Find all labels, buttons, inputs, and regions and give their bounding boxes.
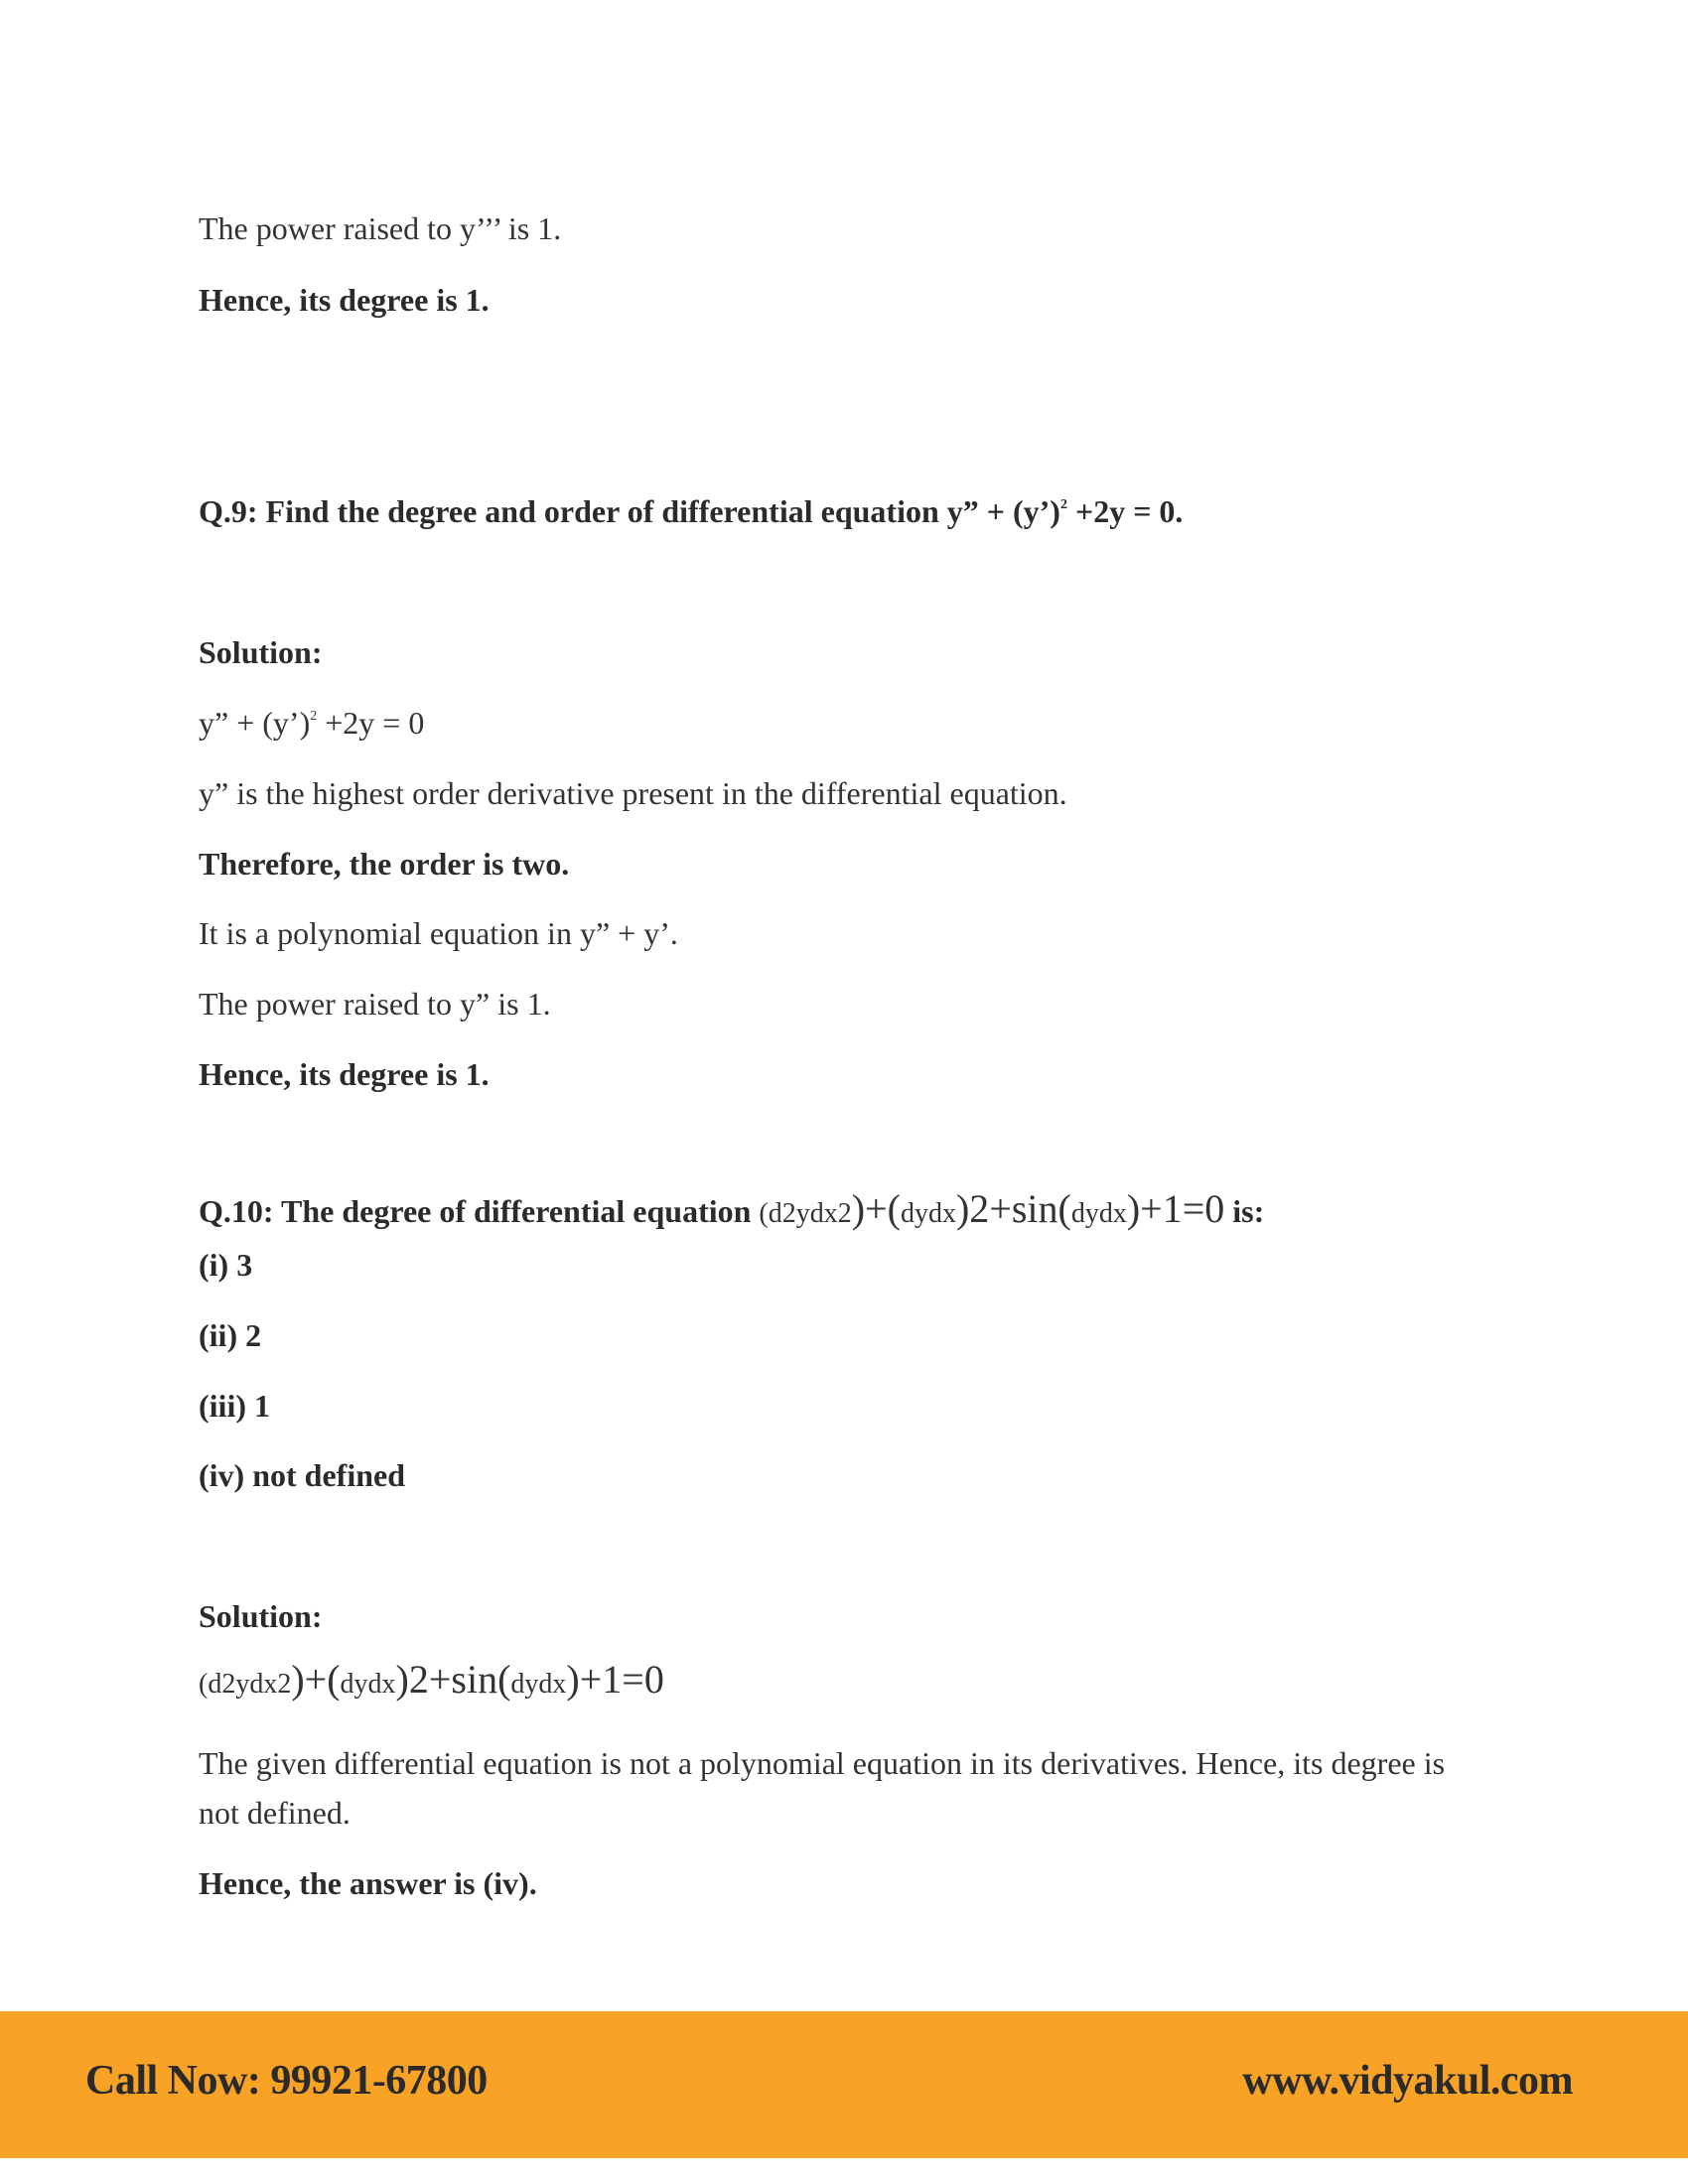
q9-degree-result: Hence, its degree is 1. <box>199 1056 490 1092</box>
q9-polynomial-statement: It is a polynomial equation in y” + y’. <box>199 915 678 951</box>
q10-math-dydx-2: dydx <box>1070 1198 1127 1229</box>
question-10-text-end: is: <box>1224 1193 1265 1229</box>
question-9-exponent: 2 <box>1059 497 1067 512</box>
degree-result: Hence, its degree is 1. <box>199 282 490 318</box>
q10-solution-label: Solution: <box>199 1598 323 1634</box>
q9-equation-text-end: +2y = 0 <box>317 705 425 741</box>
question-9-text: Q.9: Find the degree and order of differential equation y” + (y’) <box>199 493 1060 529</box>
q9-equation-exponent: 2 <box>310 709 318 724</box>
q10-math-d2ydx2: d2ydx2 <box>768 1198 852 1229</box>
question-10-text: Q.10: The degree of differential equation <box>199 1193 760 1229</box>
q10-eq-end: )+1=0 <box>566 1657 664 1702</box>
q10-eq-d2ydx2: d2ydx2 <box>208 1669 292 1700</box>
q10-math-sin: )2+sin( <box>955 1186 1071 1231</box>
solution-label: Solution: <box>199 634 323 670</box>
q9-highest-order: y” is the highest order derivative present in the differential equation. <box>199 775 1067 811</box>
question-9-text-end: +2y = 0. <box>1066 493 1184 529</box>
q10-equation <box>199 1657 664 1705</box>
question-9 <box>199 491 1183 531</box>
website-link[interactable]: www.vidyakul.com <box>1242 2058 1573 2104</box>
option-iii: (iii) 1 <box>199 1388 270 1424</box>
q10-explanation: The given differential equation is not a polynomial equation in its derivatives. Hence, its degree is not defined. <box>199 1745 1446 1831</box>
q9-order-result: Therefore, the order is two. <box>199 846 570 882</box>
q9-equation-text: y” + (y’) <box>199 705 311 741</box>
option-iv: (iv) not defined <box>199 1457 405 1493</box>
q10-math-end: )+1=0 <box>1126 1186 1225 1231</box>
q10-eq-dydx: dydx <box>340 1669 396 1700</box>
q10-eq-sin: )2+sin( <box>395 1657 511 1702</box>
power-statement: The power raised to y’’’ is 1. <box>199 210 562 246</box>
question-10 <box>199 1186 1265 1234</box>
option-ii: (ii) 2 <box>199 1317 262 1353</box>
option-i: (i) 3 <box>199 1247 253 1283</box>
q9-equation <box>199 703 424 743</box>
q10-eq-plus-paren: )+( <box>291 1657 341 1702</box>
q10-math-paren: ( <box>759 1198 769 1229</box>
call-now-text: Call Now: 99921-67800 <box>85 2058 488 2104</box>
q10-eq-dydx-2: dydx <box>510 1669 567 1700</box>
q9-power-statement: The power raised to y” is 1. <box>199 986 551 1022</box>
q10-math-plus-paren: )+( <box>851 1186 901 1231</box>
q10-eq-paren: ( <box>199 1669 209 1700</box>
footer-banner <box>0 2011 1688 2158</box>
q10-answer: Hence, the answer is (iv). <box>199 1865 537 1901</box>
q10-math-dydx: dydx <box>900 1198 956 1229</box>
